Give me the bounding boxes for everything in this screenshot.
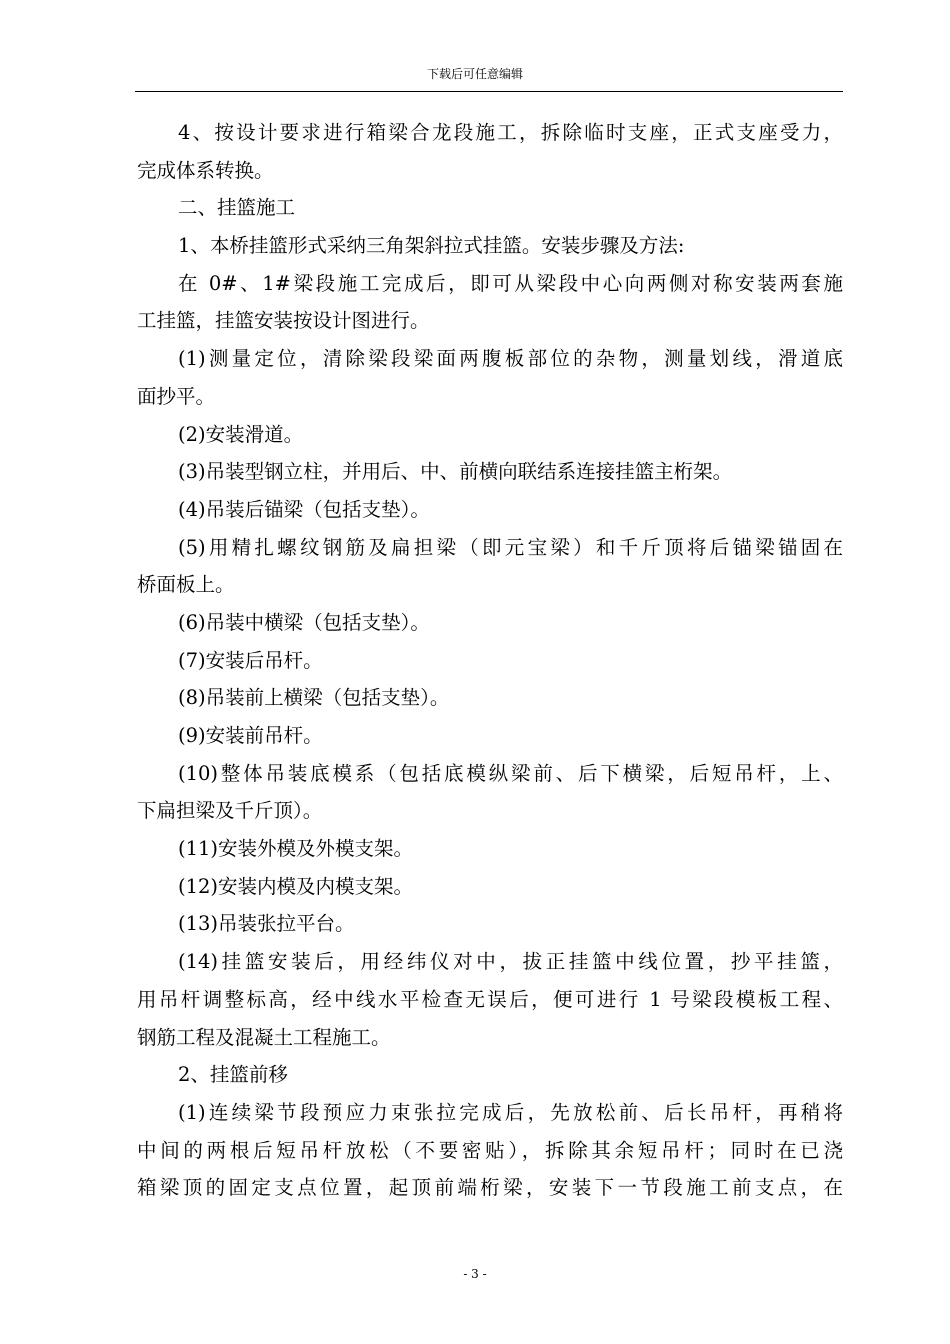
paragraph-line: 中间的两根后短吊杆放松（不要密贴），拆除其余短吊杆；同时在已浇 — [137, 1138, 843, 1162]
paragraph-line: (3)吊装型钢立柱，并用后、中、前横向联结系连接挂篮主桁架。 — [178, 460, 733, 484]
paragraph-line: (7)安装后吊杆。 — [178, 648, 323, 672]
paragraph-line: (4)吊装后锚梁（包括支垫）。 — [178, 497, 430, 521]
paragraph-line: 下扁担梁及千斤顶）。 — [137, 799, 323, 823]
header-rule — [135, 91, 843, 92]
paragraph-line: (1)测量定位，清除梁段梁面两腹板部位的杂物，测量划线，滑道底 — [178, 347, 843, 371]
paragraph-line: (1)连续梁节段预应力束张拉完成后，先放松前、后长吊杆，再稍将 — [178, 1100, 843, 1124]
paragraph-line: (8)吊装前上横梁（包括支垫）。 — [178, 686, 450, 710]
paragraph-line: 工挂篮，挂篮安装按设计图进行。 — [137, 309, 430, 333]
paragraph-line: 4、按设计要求进行箱梁合龙段施工，拆除临时支座，正式支座受力， — [178, 121, 843, 144]
paragraph-line: (10)整体吊装底模系（包括底模纵梁前、后下横梁，后短吊杆，上、 — [178, 761, 843, 785]
paragraph-line: 1、本桥挂篮形式采纳三角架斜拉式挂篮。安装步骤及方法: — [178, 234, 685, 258]
paragraph-line: 用吊杆调整标高，经中线水平检查无误后，便可进行 1 号梁段模板工程、 — [137, 987, 843, 1011]
page-header: 下载后可任意编辑 — [426, 67, 523, 81]
paragraph-line: (11)安装外模及外模支架。 — [178, 837, 414, 861]
document-body — [137, 114, 843, 1207]
paragraph-line: 钢筋工程及混凝土工程施工。 — [137, 1025, 391, 1049]
paragraph-line: 在 0#、1#梁段施工完成后，即可从梁段中心向两侧对称安装两套施 — [178, 271, 843, 295]
paragraph-line: (2)安装滑道。 — [178, 422, 304, 446]
paragraph-line: 面抄平。 — [137, 384, 216, 408]
paragraph-line: (13)吊装张拉平台。 — [178, 912, 355, 936]
section-heading: 2、挂篮前移 — [178, 1063, 288, 1087]
paragraph-line: 桥面板上。 — [137, 573, 235, 597]
paragraph-line: (12)安装内模及内模支架。 — [178, 874, 414, 898]
paragraph-line: (14)挂篮安装后，用经纬仪对中，拔正挂篮中线位置，抄平挂篮， — [178, 950, 843, 974]
section-heading: 二、挂篮施工 — [178, 196, 296, 220]
paragraph-line: (9)安装前吊杆。 — [178, 724, 323, 747]
paragraph-line: 完成体系转换。 — [137, 158, 274, 182]
page-number: - 3 - — [463, 1267, 487, 1281]
paragraph-line: (6)吊装中横梁（包括支垫）。 — [178, 610, 430, 634]
paragraph-line: (5)用精扎螺纹钢筋及扁担梁（即元宝梁）和千斤顶将后锚梁锚固在 — [178, 535, 843, 559]
paragraph-line: 箱梁顶的固定支点位置，起顶前端桁梁，安装下一节段施工前支点，在 — [137, 1176, 843, 1200]
